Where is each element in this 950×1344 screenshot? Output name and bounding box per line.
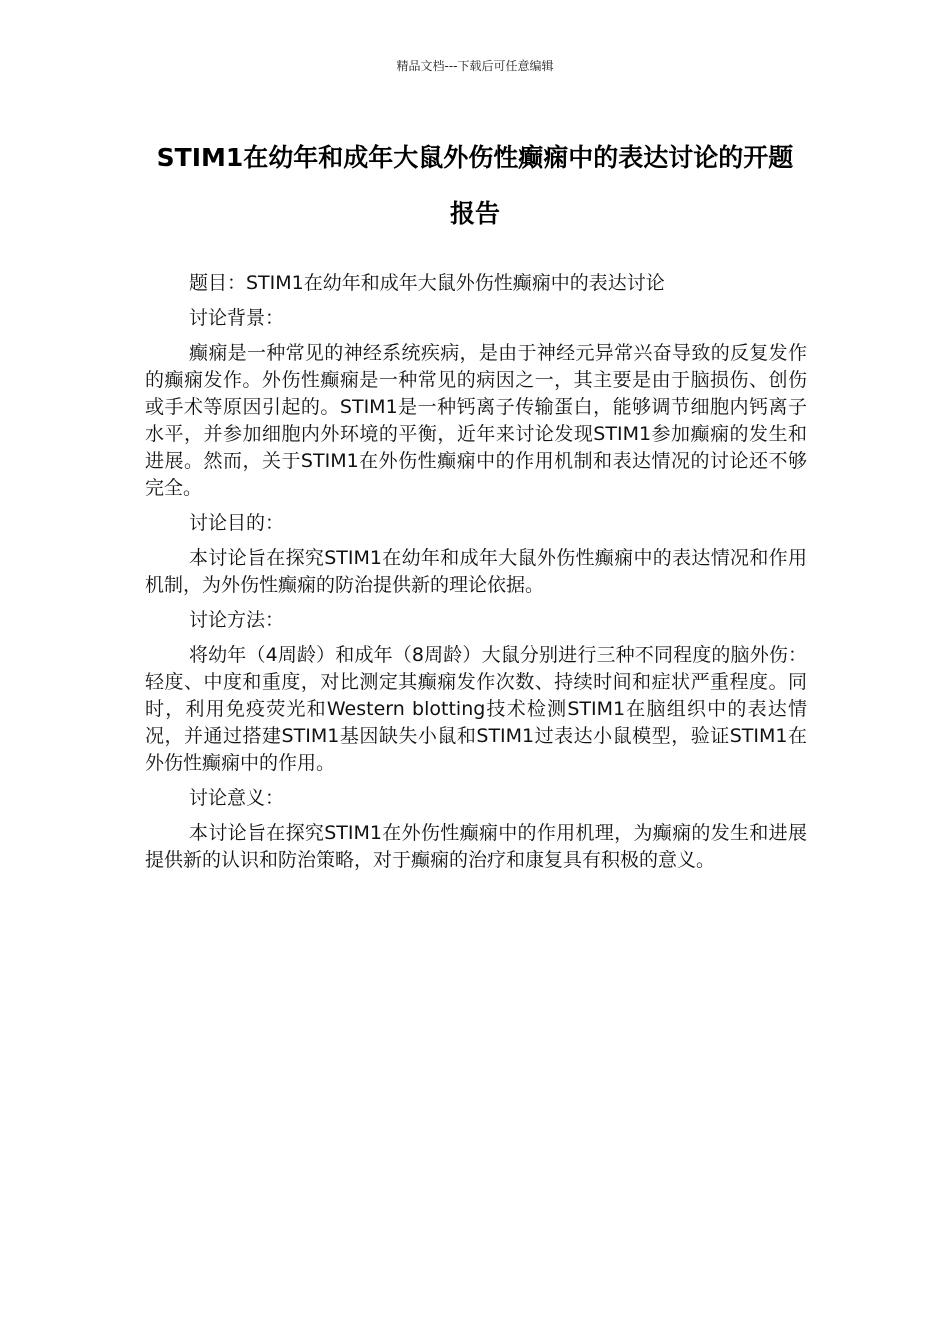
background-heading: 讨论背景：	[189, 307, 285, 329]
purpose-heading: 讨论目的：	[189, 512, 285, 534]
topic-paragraph: 题目：STIM1在幼年和成年大鼠外伤性癫痫中的表达讨论	[189, 272, 665, 294]
document-body	[145, 270, 807, 882]
significance-paragraph: 本讨论旨在探究STIM1在外伤性癫痫中的作用机理，为癫痫的发生和进展提供新的认识和防治策略，对于癫痫的治疗和康复具有积极的意义。	[145, 822, 807, 871]
document-title: STIM1在幼年和成年大鼠外伤性癫痫中的表达讨论的开题报告	[156, 143, 794, 228]
background-paragraph: 癫痫是一种常见的神经系统疾病，是由于神经元异常兴奋导致的反复发作的癫痫发作。外伤性癫痫是一种常见的病因之一，其主要是由于脑损伤、创伤或手术等原因引起的。STIM1是一种钙离子传输蛋白，能够调节细胞内钙离子水平，并参加细胞内外环境的平衡，近年来讨论发现STIM1参加癫痫的发生和进展。然而，关于STIM1在外伤性癫痫中的作用机制和表达情况的讨论还不够完全。	[145, 342, 807, 499]
methods-paragraph: 将幼年（4周龄）和成年（8周龄）大鼠分别进行三种不同程度的脑外伤：轻度、中度和重度，对比测定其癫痫发作次数、持续时间和症状严重程度。同时，利用免疫荧光和Western blotting技术检测STIM1在脑组织中的表达情况，并通过搭建STIM1基因缺失小鼠和STIM1过表达小鼠模型，验证STIM1在外伤性癫痫中的作用。	[145, 644, 807, 774]
page-header: 精品文档---下载后可任意编辑	[396, 59, 554, 73]
significance-heading: 讨论意义：	[189, 787, 285, 809]
methods-heading: 讨论方法：	[189, 609, 285, 631]
purpose-paragraph: 本讨论旨在探究STIM1在幼年和成年大鼠外伤性癫痫中的表达情况和作用机制，为外伤性癫痫的防治提供新的理论依据。	[145, 547, 807, 596]
